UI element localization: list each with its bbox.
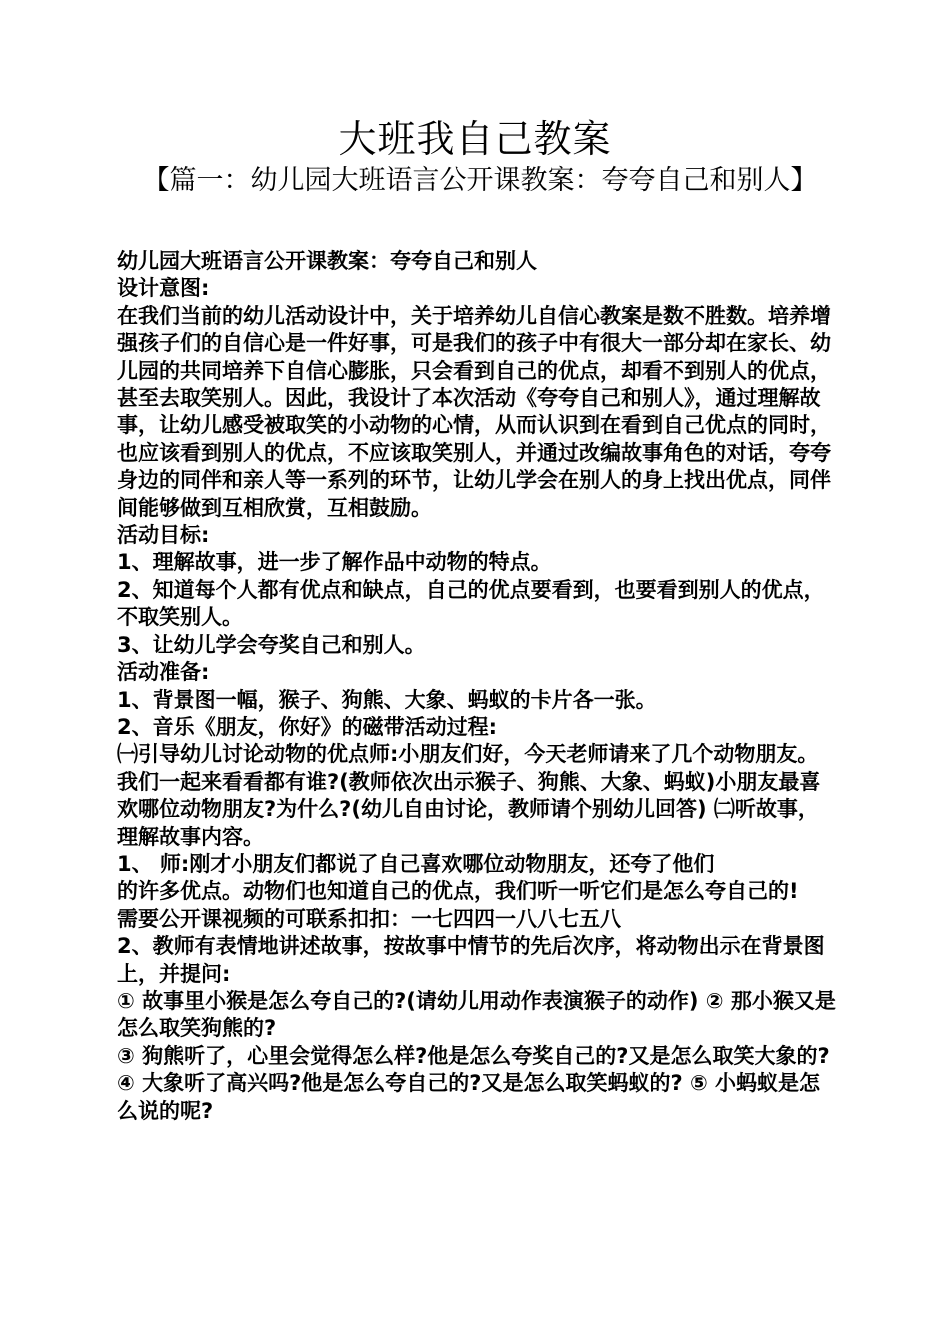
document-body (117, 248, 837, 1125)
paragraph-design-intent: 在我们当前的幼儿活动设计中，关于培养幼儿自信心教案是数不胜数。培养增强孩子们的自信心是一件好事，可是我们的孩子中有很大一部分却在家长、幼儿园的共同培养下自信心膨胀，只会看到自己的优点，却看不到别人的优点，甚至去取笑别人。因此，我设计了本次活动《夸夸自己和别人》，通过理解故事，让幼儿感受被取笑的小动物的心情，从而认识到在看到自己优点的同时，也应该看到别人的优点，不应该取笑别人，并通过改编故事角色的对话，夸夸身边的同伴和亲人等一系列的环节，让幼儿学会在别人的身上找出优点，同伴间能够做到互相欣赏，互相鼓励。 (117, 303, 831, 520)
process-step-1-sub-1-cont: 的许多优点。动物们也知道自己的优点，我们听一听它们是怎么夸自己的! (117, 879, 799, 904)
question-3: ③ 狗熊听了，心里会觉得怎么样?他是怎么夸奖自己的?又是怎么取笑大象的? (117, 1043, 830, 1068)
question-1-2: ① 故事里小猴是怎么夸自己的?(请幼儿用动作表演猴子的动作) ② 那小猴又是怎么取笑狗熊的? (117, 988, 836, 1041)
question-4-5: ④ 大象听了高兴吗?他是怎么夸自己的?又是怎么取笑蚂蚁的? ⑤ 小蚂蚁是怎么说的呢? (117, 1071, 821, 1123)
preparation-item-2: 2、音乐《朋友，你好》的磁带活动过程: (117, 714, 498, 739)
section-label-goals: 活动目标: (117, 523, 210, 548)
paragraph-heading: 幼儿园大班语言公开课教案：夸夸自己和别人 (117, 249, 537, 273)
contact-note: 需要公开课视频的可联系扣扣：一七四四一八八七五八 (117, 906, 621, 931)
goal-item-3: 3、让幼儿学会夸奖自己和别人。 (117, 632, 426, 657)
goal-item-2: 2、知道每个人都有优点和缺点，自己的优点要看到，也要看到别人的优点，不取笑别人。 (117, 577, 825, 630)
process-step-1-sub-2: 2、教师有表情地讲述故事，按故事中情节的先后次序，将动物出示在背景图上，并提问: (117, 934, 825, 986)
document-title: 大班我自己教案 (338, 117, 612, 161)
preparation-item-1: 1、背景图一幅，猴子、狗熊、大象、蚂蚁的卡片各一张。 (117, 687, 657, 712)
process-step-1-sub-1: 1、 师:刚才小朋友们都说了自己喜欢哪位动物朋友，还夸了他们 (117, 851, 715, 876)
process-step-1: ㈠引导幼儿讨论动物的优点师:小朋友们好，今天老师请来了几个动物朋友。我们一起来看看都有谁?(教师依次出示猴子、狗熊、大象、蚂蚁)小朋友最喜欢哪位动物朋友?为什么?(幼儿自由讨论，教师请个别幼儿回答) ㈡听故事，理解故事内容。 (117, 742, 821, 849)
section-label-design: 设计意图: (117, 276, 210, 301)
goal-item-1: 1、理解故事，进一步了解作品中动物的特点。 (117, 550, 552, 575)
section-label-preparation: 活动准备: (117, 660, 210, 685)
document-subtitle: 【篇一：幼儿园大班语言公开课教案：夸夸自己和别人】 (142, 165, 818, 196)
